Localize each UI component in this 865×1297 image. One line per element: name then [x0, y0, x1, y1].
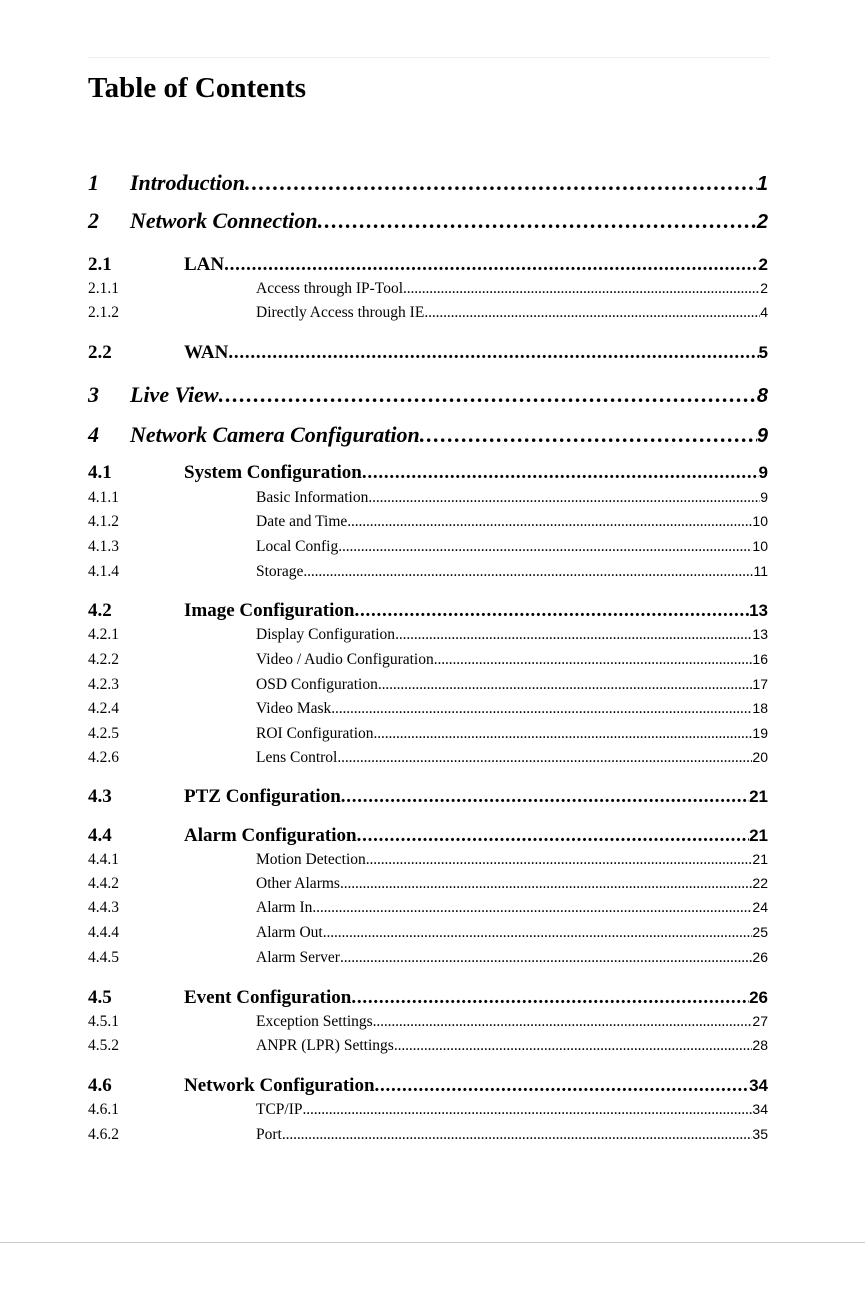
dot-leader: [224, 254, 758, 276]
toc-entry-number: 2.2: [88, 342, 112, 363]
toc-entry-label: ANPR (LPR) Settings: [256, 1037, 394, 1054]
toc-entry[interactable]: [88, 987, 768, 1011]
toc-entry-number: 2.1: [88, 254, 112, 275]
toc-entry[interactable]: [88, 382, 768, 410]
toc-entry-number: 2.1.2: [88, 304, 119, 321]
dot-leader: [341, 786, 749, 808]
toc-entry-page-number: 9: [758, 463, 768, 482]
dot-leader: [303, 563, 753, 581]
dot-leader: [374, 725, 753, 743]
toc-entry-page-number: 34: [749, 1076, 768, 1095]
toc-entry-label: Alarm Out: [256, 924, 323, 941]
toc-entry-label: Other Alarms: [256, 875, 340, 892]
toc-entry[interactable]: [88, 170, 768, 198]
toc-entry[interactable]: [88, 749, 768, 769]
toc-entry-label: Basic Information: [256, 489, 369, 506]
toc-entry[interactable]: [88, 949, 768, 969]
toc-entry-label: Video Mask: [256, 700, 332, 717]
toc-entry-number: 2: [88, 208, 99, 233]
toc-entry-number: 4.2.4: [88, 700, 119, 717]
toc-entry-number: 4.5: [88, 987, 112, 1008]
toc-entry[interactable]: [88, 1075, 768, 1099]
toc-entry[interactable]: [88, 489, 768, 509]
toc-entry[interactable]: [88, 1037, 768, 1057]
toc-entry[interactable]: [88, 626, 768, 646]
toc-entry-label: Exception Settings: [256, 1013, 373, 1030]
toc-entry-label: Date and Time: [256, 513, 348, 530]
toc-entry[interactable]: [88, 851, 768, 871]
toc-entry-number: 4.4.5: [88, 949, 119, 966]
toc-entry-number: 4.1.3: [88, 538, 119, 555]
toc-entry-page-number: 27: [752, 1013, 768, 1029]
toc-entry-number: 4.6: [88, 1075, 112, 1096]
toc-entry[interactable]: [88, 513, 768, 533]
dot-leader: [368, 489, 760, 507]
toc-entry[interactable]: [88, 1101, 768, 1121]
dot-leader: [373, 1013, 753, 1031]
toc-entry[interactable]: [88, 280, 768, 300]
toc-entry-page-number: 2: [758, 255, 768, 274]
toc-entry[interactable]: [88, 725, 768, 745]
dot-leader: [323, 924, 753, 942]
toc-entry-label: Display Configuration: [256, 626, 396, 643]
toc-entry-number: 4.2: [88, 600, 112, 621]
dot-leader: [434, 651, 753, 669]
toc-entry-label: Port: [256, 1126, 282, 1143]
toc-entry-number: 4.5.1: [88, 1013, 119, 1030]
toc-entry-number: 4.1: [88, 462, 112, 483]
toc-entry-page-number: 11: [753, 563, 768, 579]
toc-entry[interactable]: [88, 538, 768, 558]
toc-entry-label: TCP/IP: [256, 1101, 303, 1118]
toc-entry-number: 4.5.2: [88, 1037, 119, 1054]
toc-entry[interactable]: [88, 422, 768, 450]
toc-entry[interactable]: [88, 1126, 768, 1146]
toc-entry-number: 3: [88, 382, 99, 407]
toc-entry-number: 4.4: [88, 825, 112, 846]
toc-entry-number: 4.4.2: [88, 875, 119, 892]
toc-entry-page-number: 28: [752, 1037, 768, 1053]
toc-entry-page-number: 24: [752, 899, 768, 915]
toc-entry[interactable]: [88, 786, 768, 810]
toc-entry-page-number: 26: [749, 988, 768, 1007]
toc-entry-page-number: 18: [752, 700, 768, 716]
toc-entry-label: Live View: [130, 382, 219, 407]
dot-leader: [403, 280, 760, 298]
toc-entry-label: Network Camera Configuration: [130, 422, 420, 447]
dot-leader: [318, 208, 757, 234]
dot-leader: [424, 304, 760, 322]
toc-entry[interactable]: [88, 700, 768, 720]
dot-leader: [347, 513, 752, 531]
toc-entry-label: PTZ Configuration: [184, 786, 341, 807]
toc-entry-number: 4.2.2: [88, 651, 119, 668]
dot-leader: [245, 170, 757, 196]
toc-entry[interactable]: [88, 208, 768, 236]
footer-rule: [0, 1242, 865, 1243]
toc-entry-label: Image Configuration: [184, 600, 355, 621]
toc-entry-number: 4.1.4: [88, 563, 119, 580]
toc-entry-label: WAN: [184, 342, 229, 363]
toc-entry-number: 4.6.2: [88, 1126, 119, 1143]
toc-entry-page-number: 20: [752, 749, 768, 765]
dot-leader: [303, 1101, 753, 1119]
toc-entry-number: 4.4.1: [88, 851, 119, 868]
toc-entry-page-number: 21: [752, 851, 768, 867]
toc-entry[interactable]: [88, 600, 768, 624]
toc-entry-label: Alarm Configuration: [184, 825, 357, 846]
toc-entry-number: 4.1.2: [88, 513, 119, 530]
toc-entry-page-number: 10: [752, 538, 768, 554]
dot-leader: [354, 600, 749, 622]
toc-entry-label: Introduction: [130, 170, 245, 195]
toc-entry[interactable]: [88, 254, 768, 278]
toc-entry-page-number: 13: [752, 626, 768, 642]
dot-leader: [219, 382, 757, 408]
toc-entry-page-number: 9: [756, 425, 768, 447]
dot-leader: [357, 825, 750, 847]
toc-entry-label: Event Configuration: [184, 987, 352, 1008]
toc-entry[interactable]: [88, 304, 768, 324]
toc-entry-page-number: 10: [752, 513, 768, 529]
toc-entry-number: 4.3: [88, 786, 112, 807]
toc-entry-page-number: 21: [749, 787, 768, 806]
toc-entry-page-number: 25: [752, 924, 768, 940]
dot-leader: [331, 700, 752, 718]
toc-entry-page-number: 13: [749, 601, 768, 620]
toc-entry-page-number: 5: [758, 343, 768, 362]
toc-entry[interactable]: [88, 875, 768, 895]
toc-entry[interactable]: [88, 1013, 768, 1033]
toc-entry-label: Network Connection: [130, 208, 318, 233]
toc-entry-label: Directly Access through IE: [256, 304, 425, 321]
toc-entry-number: 4: [88, 422, 99, 447]
dot-leader: [351, 987, 749, 1009]
toc-entry-number: 4.4.4: [88, 924, 119, 941]
toc-entry-number: 4.2.6: [88, 749, 119, 766]
toc-entry-label: LAN: [184, 254, 225, 275]
toc-entry-page-number: 2: [756, 211, 768, 233]
toc-entry[interactable]: [88, 342, 768, 366]
toc-entry-page-number: 4: [760, 304, 768, 320]
toc-entry-page-number: 9: [760, 489, 768, 505]
toc-entry-label: Video / Audio Configuration: [256, 651, 434, 668]
toc-entry[interactable]: [88, 563, 768, 583]
dot-leader: [378, 676, 753, 694]
toc-entry-number: 4.6.1: [88, 1101, 119, 1118]
dot-leader: [338, 538, 752, 556]
toc-entry[interactable]: [88, 924, 768, 944]
toc-entry-label: Storage: [256, 563, 304, 580]
toc-entry-label: Access through IP-Tool: [256, 280, 404, 297]
toc-entry[interactable]: [88, 899, 768, 919]
toc-entry[interactable]: [88, 825, 768, 849]
toc-entry-label: Network Configuration: [184, 1075, 375, 1096]
toc-entry-page-number: 19: [752, 725, 768, 741]
toc-entry-page-number: 1: [756, 173, 768, 195]
toc-entry-number: 2.1.1: [88, 280, 119, 297]
dot-leader: [340, 949, 752, 967]
toc-entry-number: 4.1.1: [88, 489, 119, 506]
toc-entry-page-number: 22: [752, 875, 768, 891]
toc-entry[interactable]: [88, 462, 768, 486]
dot-leader: [420, 422, 757, 448]
dot-leader: [282, 1126, 753, 1144]
dot-leader: [312, 899, 752, 917]
toc-entry-label: Alarm In: [256, 899, 313, 916]
toc-entry-label: Local Config: [256, 538, 339, 555]
toc-entry-number: 4.4.3: [88, 899, 119, 916]
toc-entry-page-number: 21: [749, 826, 768, 845]
toc-entry-page-number: 35: [752, 1126, 768, 1142]
toc-entry-label: Motion Detection: [256, 851, 366, 868]
dot-leader: [362, 462, 759, 484]
dot-leader: [394, 1037, 753, 1055]
toc-entry-number: 4.2.1: [88, 626, 119, 643]
toc-entry-label: Lens Control: [256, 749, 338, 766]
toc-entry-page-number: 8: [756, 385, 768, 407]
toc-entry-page-number: 17: [752, 676, 768, 692]
toc-entry-number: 4.2.3: [88, 676, 119, 693]
toc-entry-label: ROI Configuration: [256, 725, 374, 742]
toc-entry-page-number: 26: [752, 949, 768, 965]
toc-entry-number: 4.2.5: [88, 725, 119, 742]
dot-leader: [340, 875, 752, 893]
toc-entry-label: OSD Configuration: [256, 676, 378, 693]
toc-entry[interactable]: [88, 676, 768, 696]
page-title: Table of Contents: [88, 72, 307, 104]
dot-leader: [366, 851, 753, 869]
toc-entry-label: System Configuration: [184, 462, 362, 483]
dot-leader: [228, 342, 758, 364]
toc-entry[interactable]: [88, 651, 768, 671]
toc-entry-page-number: 2: [760, 280, 768, 296]
dot-leader: [375, 1075, 750, 1097]
dot-leader: [337, 749, 752, 767]
dot-leader: [395, 626, 752, 644]
toc-entry-page-number: 34: [752, 1101, 768, 1117]
toc-entry-label: Alarm Server: [256, 949, 340, 966]
toc-entry-page-number: 16: [752, 651, 768, 667]
toc-entry-number: 1: [88, 170, 99, 195]
